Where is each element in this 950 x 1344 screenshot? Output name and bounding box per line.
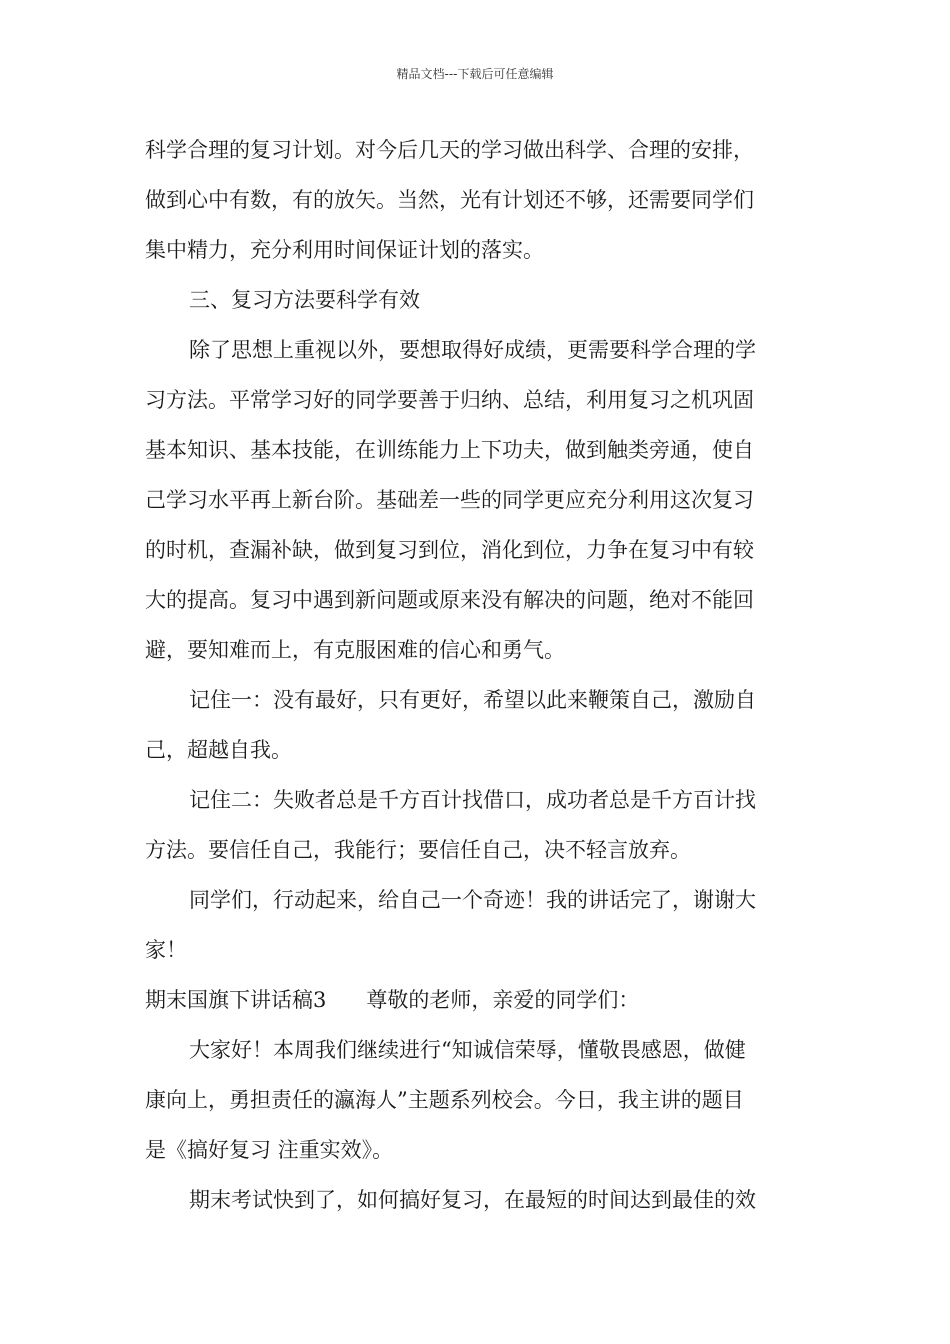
text-line: 做到心中有数，有的放矢。当然，光有计划还不够，还需要同学们 <box>145 188 754 212</box>
text-line: 记住二：失败者总是千方百计找借口，成功者总是千方百计找 <box>189 788 756 812</box>
section-heading: 三、复习方法要科学有效 <box>189 288 420 312</box>
text-line: 基本知识、基本技能，在训练能力上下功夫，做到触类旁通，使自 <box>145 438 754 462</box>
page-header: 精品文档---下载后可任意编辑 <box>396 67 554 81</box>
text-line: 避，要知难而上，有克服困难的信心和勇气。 <box>145 638 565 662</box>
text-line: 习方法。平常学习好的同学要善于归纳、总结，利用复习之机巩固 <box>145 388 754 412</box>
text-line: 己，超越自我。 <box>145 738 292 762</box>
text-line: 科学合理的复习计划。对今后几天的学习做出科学、合理的安排， <box>145 138 754 162</box>
text-line: 是《搞好复习 注重实效》。 <box>145 1138 394 1162</box>
text-line: 除了思想上重视以外，要想取得好成绩，更需要科学合理的学 <box>189 338 756 362</box>
text-line: 康向上，勇担责任的瀛海人”主题系列校会。今日，我主讲的题目 <box>145 1088 744 1112</box>
text-line: 大家好！本周我们继续进行“知诚信荣辱，懂敬畏感恩，做健 <box>189 1038 746 1062</box>
speech-title-line <box>145 975 810 1025</box>
salutation: 尊敬的老师，亲爱的同学们： <box>366 988 640 1012</box>
text-line: 集中精力，充分利用时间保证计划的落实。 <box>145 238 544 262</box>
text-line: 大的提高。复习中遇到新问题或原来没有解决的问题，绝对不能回 <box>145 588 754 612</box>
text-line: 记住一：没有最好，只有更好，希望以此来鞭策自己，激励自 <box>189 688 756 712</box>
speech-title: 期末国旗下讲话稿3 <box>145 988 327 1012</box>
text-line: 己学习水平再上新台阶。基础差一些的同学更应充分利用这次复习 <box>145 488 754 512</box>
document-body <box>145 125 810 1225</box>
text-line: 的时机，查漏补缺，做到复习到位，消化到位，力争在复习中有较 <box>145 538 754 562</box>
text-line: 期末考试快到了，如何搞好复习，在最短的时间达到最佳的效 <box>189 1188 756 1212</box>
text-line: 方法。要信任自己，我能行；要信任自己，决不轻言放弃。 <box>145 838 691 862</box>
text-line: 家！ <box>145 938 187 962</box>
text-line: 同学们，行动起来，给自己一个奇迹！我的讲话完了，谢谢大 <box>189 888 756 912</box>
